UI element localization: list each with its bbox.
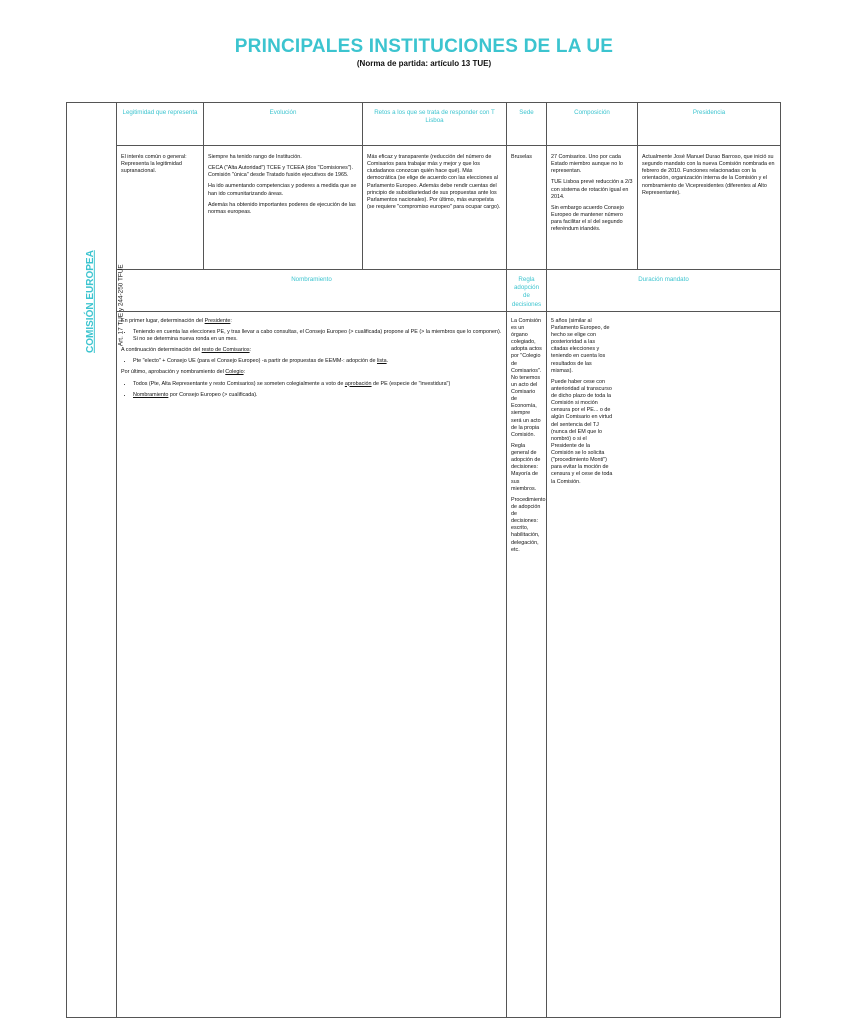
composicion-text: 27 Comisarios. Uno por cada Estado miembro aunque no lo representan. — [551, 154, 623, 175]
nombramiento-step: En primer lugar, determinación del Presidente: — [121, 317, 232, 324]
reglas-text: Regla general de adopción de decisiones: Mayoría de sus miembros. — [511, 442, 541, 492]
composicion-text: TUE Lisboa prevé reducción a 2/3 con sistema de rotación igual en 2014. — [551, 179, 633, 200]
document-title: PRINCIPALES INSTITUCIONES DE LA UE — [234, 36, 614, 57]
cell-nombramiento — [117, 311, 507, 1017]
header-legitimidad: Legitimidad que representa — [117, 103, 204, 146]
nombramiento-step: A continuación determinación del resto de Comisarios: — [121, 347, 252, 354]
evolucion-text: CECA ("Alta Autoridad") TCEE y TCEEA (dos "Comisiones"). Comisión "única" desde Tratado fusión ejecutivos de 1965. — [208, 165, 353, 179]
evolucion-text: Siempre ha tenido rango de Institución. — [208, 154, 302, 160]
institution-side-cell — [67, 103, 125, 1018]
presidencia-text: Actualmente José Manuel Durao Barroso, que inició su segundo mandato con la nueva Comisión nombrada en febrero de 2010. Funciones relacionadas con la orientación, organización interna de la Comisión y el nombramiento de Vicepresidentes (diferentes al Alto Representante). — [642, 154, 775, 196]
header-presidencia: Presidencia — [638, 103, 781, 146]
cell-duracion — [547, 311, 781, 1017]
duracion-text: 5 años (similar al Parlamento Europeo, de hecho se elige con posterioridad a las citadas elecciones y teniendo en cuenta los resultados de las mismas). — [551, 317, 610, 374]
composicion-text: Sin embargo acuerdo Consejo Europeo de mantener número para facilitar el sí del segundo referéndum irlandés. — [551, 204, 624, 233]
legitimidad-text: El interés común o general: Representa la legitimidad supranacional. — [121, 154, 187, 175]
nombramiento-item: • Todos (Pte, Alta Representante y resto Comisarios) se someten colegialmente a voto de aprobación de PE (especie de "investidura") — [133, 381, 502, 388]
nombramiento-item: • Teniendo en cuenta las elecciones PE, y tras llevar a cabo consultas, el Consejo Europeo (> cualificada) propone al PE (> la miembros que lo componen). Si no se determina nueva ronda en un mes. — [133, 329, 502, 343]
header-retos: Retos a los que se trata de responder con T Lisboa — [363, 103, 507, 146]
retos-text: Más eficaz y transparente (reducción del número de Comisarios para trabajar más y mejor y que los ciudadanos conozcan quién hace qué). Más democrática (se elige de acuerdo con las elecciones al Parlamento Europeo. Además debe rendir cuentas del principio de subsidiariedad de sus propuestas ante los Parlamentos nacionales). Por último, más europeísta (se requiere "compromiso europeo" para ocupar cargo). — [367, 154, 501, 210]
nombramiento-item: • Nombramiento por Consejo Europeo (> cualificada). — [133, 392, 502, 399]
nombramiento-step: Por último, aprobación y nombramiento del Colegio: — [121, 369, 246, 376]
evolucion-text: Ha ido aumentando competencias y poderes a medida que se han ido comunitarizando áreas. — [208, 183, 357, 197]
cell-presidencia — [638, 146, 781, 270]
cell-retos — [363, 146, 507, 270]
cell-reglas — [507, 311, 547, 1017]
articles-label: Art. 17 TUE y 244-250 TFUE — [117, 264, 125, 347]
document-subtitle: (Norma de partida: artículo 13 TUE) — [356, 59, 492, 68]
nombramiento-item: • Pte "electo" + Consejo UE (para el Consejo Europeo) -a partir de propuestas de EEMM-: adopción de lista. — [133, 358, 502, 365]
reglas-text: La Comisión es un órgano colegiado, adopta actos por "Colegio de Comisarios". No tenemos un acto del Comisario de Economía, siempre será un acto de la propia Comisión. — [511, 317, 542, 438]
duracion-text: Puede haber cese con anterioridad al transcurso de dicho plazo de toda la Comisión si moción censura por el PE... o de algún Comisario en virtud del sentencia del TJ (nunca del EM que lo nombró) o si el Presidente de la Comisión se lo solicita ("procedimiento Monti") para evitar la moción de censura y el cese de toda la Comisión. — [551, 378, 613, 485]
reglas-text: Procedimiento de adopción de decisiones: escrito, habilitación, delegación, etc. — [511, 496, 546, 553]
header-duracion: Duración mandato — [547, 270, 781, 312]
evolucion-text: Además ha obtenido importantes poderes de ejecución de las normas europeas. — [208, 201, 356, 215]
header-evolucion: Evolución — [204, 103, 363, 146]
cell-evolucion — [204, 146, 363, 270]
header-sede: Sede — [507, 103, 547, 146]
cell-sede — [507, 146, 547, 270]
header-reglas: Regla adopción de decisiones — [507, 270, 547, 312]
institution-label: COMISIÓN EUROPEA — [84, 250, 96, 353]
header-composicion: Composición — [547, 103, 638, 146]
sede-text: Bruselas — [511, 154, 532, 160]
institutions-table — [66, 102, 781, 1018]
cell-legitimidad — [117, 146, 204, 270]
header-nombramiento: Nombramiento — [117, 270, 507, 312]
cell-composicion — [547, 146, 638, 270]
